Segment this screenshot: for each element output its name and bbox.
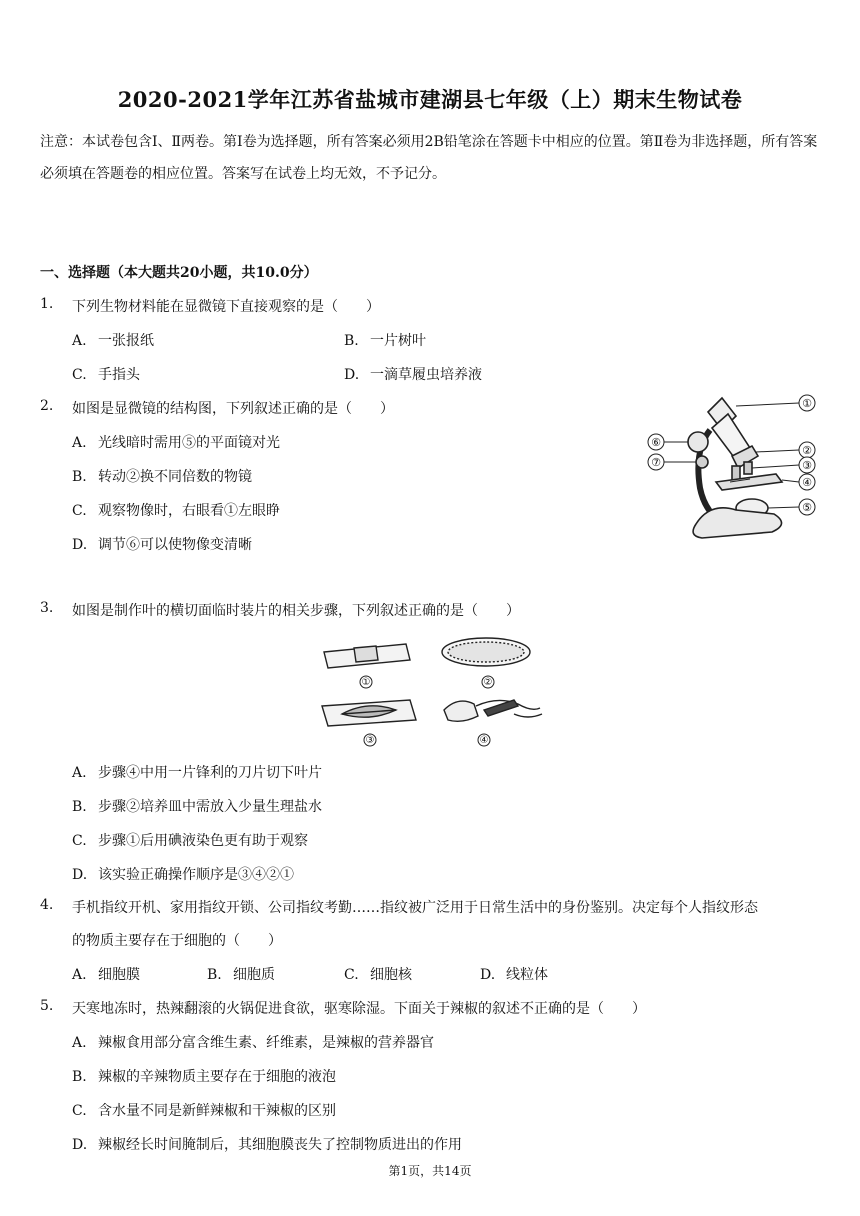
option-b: B. 辣椒的辛辣物质主要存在于细胞的液泡 xyxy=(72,1069,336,1085)
figure-label: ② xyxy=(802,444,812,457)
option-d: D. 辣椒经长时间腌制后，其细胞膜丧失了控制物质进出的作用 xyxy=(72,1137,462,1153)
question-text-line-2: 的物质主要存在于细胞的（ ） xyxy=(72,933,282,949)
question-text: 下列生物材料能在显微镜下直接观察的是（ ） xyxy=(72,299,380,315)
exam-notice: 注意：本试卷包含Ⅰ、Ⅱ两卷。第Ⅰ卷为选择题，所有答案必须用2B铅笔涂在答题卡中相应的位置。第Ⅱ卷为非选择题，所有答案必须填在答题卷的相应位置。答案写在试卷上均无效，不予记分。 xyxy=(40,134,818,182)
option-a: A. 辣椒食用部分富含维生素、纤维素，是辣椒的营养器官 xyxy=(72,1035,434,1051)
figure-label: ① xyxy=(802,397,812,410)
question-number: 5. xyxy=(40,998,54,1014)
question-number: 4. xyxy=(40,897,54,913)
question-number: 2. xyxy=(40,398,54,414)
option-c: C. 手指头 xyxy=(72,367,140,383)
section-heading: 一、选择题（本大题共20小题，共10.0分） xyxy=(40,265,318,281)
figure-label: ① xyxy=(361,677,371,688)
option-b: B. 一片树叶 xyxy=(344,333,426,349)
option-a: A. 细胞膜 xyxy=(72,967,140,983)
option-d: D. 调节⑥可以使物像变清晰 xyxy=(72,537,252,553)
figure-label: ⑥ xyxy=(651,436,661,449)
question-text-line-1: 手机指纹开机、家用指纹开锁、公司指纹考勤……指纹被广泛用于日常生活中的身份鉴别。决定每个人指纹形态 xyxy=(72,900,758,916)
option-d: D. 一滴草履虫培养液 xyxy=(344,367,482,383)
figure-label: ⑦ xyxy=(651,456,661,469)
option-b: B. 转动②换不同倍数的物镜 xyxy=(72,469,252,485)
option-b: B. 细胞质 xyxy=(207,967,275,983)
option-d: D. 线粒体 xyxy=(480,967,548,983)
page-title: 2020-2021学年江苏省盐城市建湖县七年级（上）期末生物试卷 xyxy=(117,87,743,112)
option-a: A. 光线暗时需用⑤的平面镜对光 xyxy=(72,435,280,451)
option-c: C. 含水量不同是新鲜辣椒和干辣椒的区别 xyxy=(72,1103,336,1119)
option-c: C. 步骤①后用碘液染色更有助于观察 xyxy=(72,833,308,849)
page-footer: 第1页，共14页 xyxy=(388,1164,472,1178)
microscope-figure xyxy=(640,390,825,548)
option-c: C. 细胞核 xyxy=(344,967,412,983)
option-b: B. 步骤②培养皿中需放入少量生理盐水 xyxy=(72,799,322,815)
slide-steps-figure xyxy=(318,634,548,750)
figure-label: ③ xyxy=(365,735,375,746)
option-c: C. 观察物像时，右眼看①左眼睁 xyxy=(72,503,280,519)
figure-label: ⑤ xyxy=(802,501,812,514)
question-text: 如图是显微镜的结构图，下列叙述正确的是（ ） xyxy=(72,401,394,417)
figure-label: ③ xyxy=(802,459,812,472)
figure-label: ② xyxy=(483,677,493,688)
question-number: 1. xyxy=(40,296,54,312)
question-text: 天寒地冻时，热辣翻滚的火锅促进食欲，驱寒除湿。下面关于辣椒的叙述不正确的是（ ） xyxy=(72,1001,646,1017)
figure-label: ④ xyxy=(802,476,812,489)
option-a: A. 一张报纸 xyxy=(72,333,154,349)
option-d: D. 该实验正确操作顺序是③④②① xyxy=(72,867,294,883)
figure-label: ④ xyxy=(479,735,489,746)
option-a: A. 步骤④中用一片锋利的刀片切下叶片 xyxy=(72,765,322,781)
question-number: 3. xyxy=(40,600,54,616)
question-text: 如图是制作叶的横切面临时装片的相关步骤，下列叙述正确的是（ ） xyxy=(72,603,520,619)
